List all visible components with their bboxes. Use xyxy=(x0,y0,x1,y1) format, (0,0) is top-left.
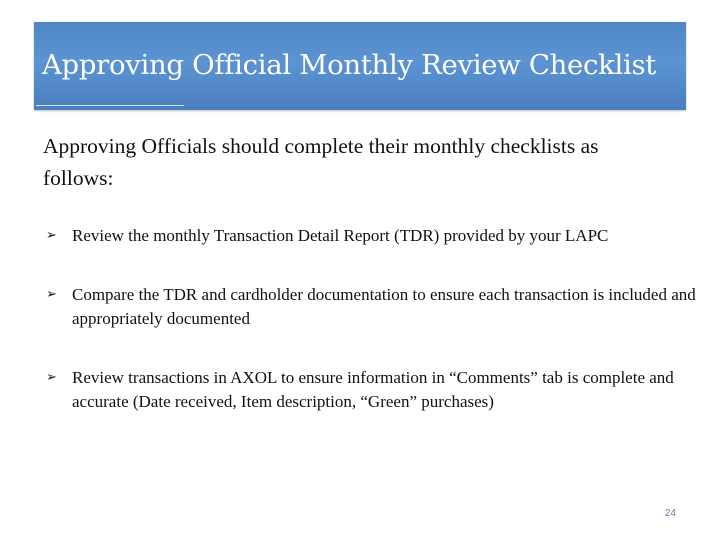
page-number: 24 xyxy=(664,508,676,519)
list-item xyxy=(46,283,696,331)
list-item xyxy=(46,224,696,248)
bullet-text: Compare the TDR and cardholder documentation to ensure each transaction is included and appropriately documented xyxy=(72,285,696,328)
intro-text: Approving Officials should complete their monthly checklists as follows: xyxy=(43,134,599,190)
bullet-list xyxy=(46,224,696,414)
bullet-text: Review transactions in AXOL to ensure information in “Comments” tab is complete and accurate (Date received, Item description, “Green” purchases) xyxy=(72,368,674,411)
title-bar xyxy=(34,22,686,110)
arrow-bullet-icon: ➢ xyxy=(46,228,57,243)
bullet-text: Review the monthly Transaction Detail Report (TDR) provided by your LAPC xyxy=(72,226,609,245)
list-item xyxy=(46,366,696,414)
arrow-bullet-icon: ➢ xyxy=(46,287,57,302)
arrow-bullet-icon: ➢ xyxy=(46,370,57,385)
slide-title: Approving Official Monthly Review Checklist xyxy=(42,49,657,81)
title-underline xyxy=(36,105,184,106)
